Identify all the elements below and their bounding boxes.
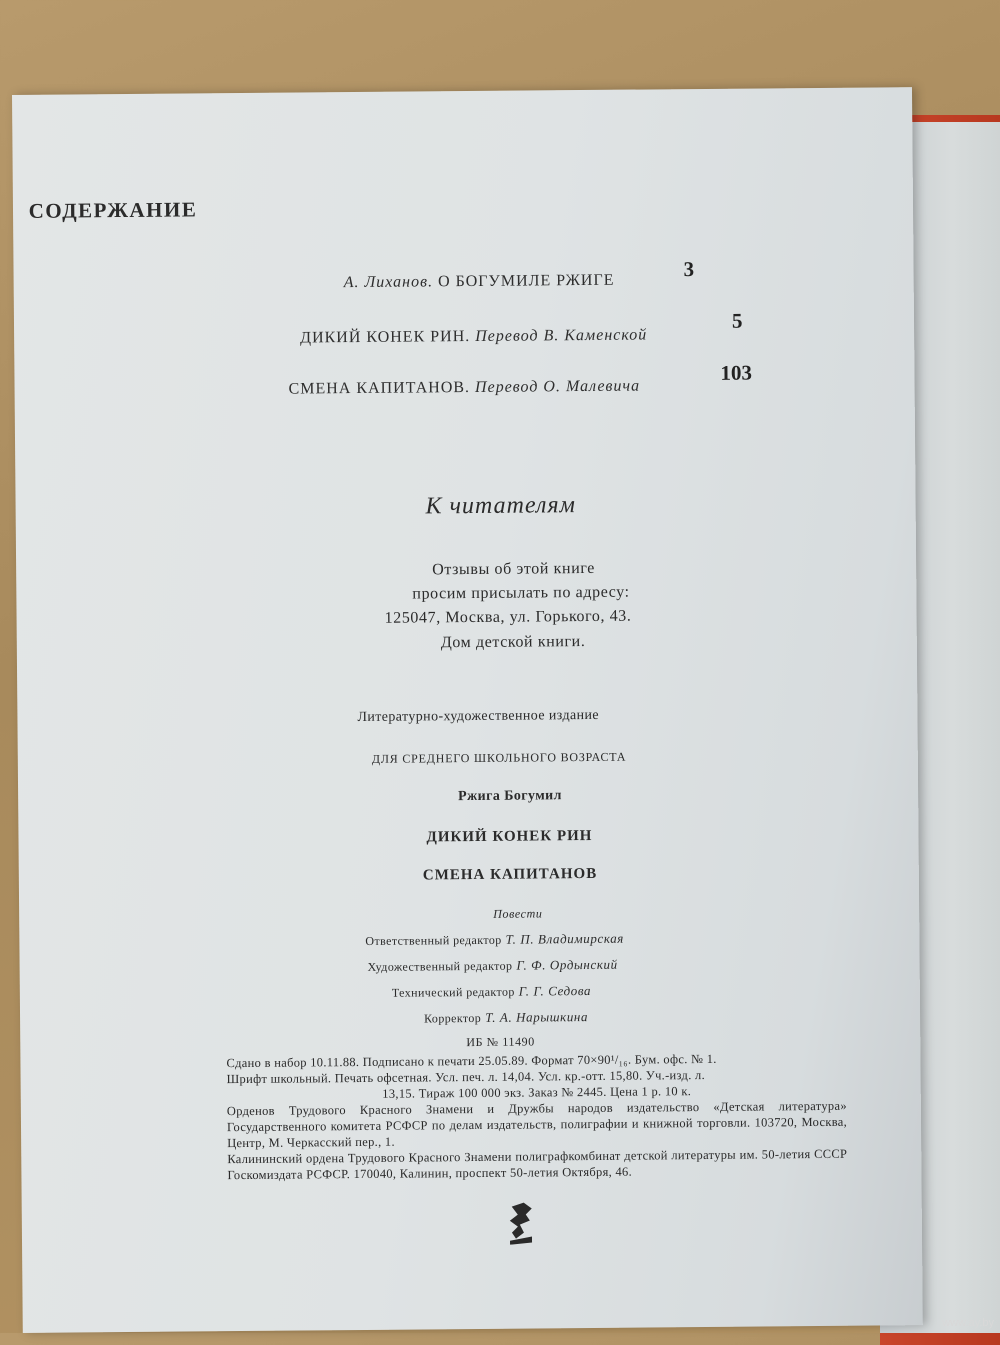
toc-entry-translator: Перевод В. Каменской bbox=[475, 326, 648, 345]
toc-title: СОДЕРЖАНИЕ bbox=[28, 197, 198, 223]
colophon-line: Шрифт школьный. Печать офсетная. Усл. печ. л. 14,04. Усл. кр.-отт. 15,80. Уч.-изд. л. bbox=[226, 1067, 706, 1087]
book-genre: Повести bbox=[493, 906, 543, 921]
readers-line: Дом детской книги. bbox=[440, 633, 586, 652]
colophon-line: Орденов Трудового Красного Знамени и Дружбы народов издательство «Детская литература» Государственного комитета РСФСР по делам издательств, полиграфии и книжной торговли. 103720, Москва, Центр, М. Черкасский пер., 1. bbox=[226, 1098, 848, 1151]
credit-line: Художественный редактор Г. Ф. Ордынский bbox=[367, 956, 618, 974]
publisher-logo-icon bbox=[506, 1198, 536, 1244]
book-title-2: СМЕНА КАПИТАНОВ bbox=[422, 865, 598, 884]
toc-entry-page: 3 bbox=[683, 257, 695, 282]
readers-title: К читателям bbox=[425, 492, 577, 520]
toc-entry-title: ДИКИЙ КОНЕК РИН. bbox=[300, 328, 471, 347]
colophon-line: 13,15. Тираж 100 000 экз. Заказ № 2445. Цена 1 р. 10 к. bbox=[382, 1084, 692, 1101]
watermark: www.ay.by bbox=[942, 1317, 994, 1329]
colophon bbox=[226, 1050, 847, 1183]
readers-line: 125047, Москва, ул. Горького, 43. bbox=[384, 607, 632, 627]
toc-entry-page: 5 bbox=[731, 308, 743, 333]
toc-entry-author: А. Лиханов. bbox=[343, 273, 434, 292]
toc-entry-translator: Перевод О. Малевича bbox=[474, 377, 641, 396]
audience: ДЛЯ СРЕДНЕГО ШКОЛЬНОГО ВОЗРАСТА bbox=[371, 749, 627, 766]
colophon-line: Калининский ордена Трудового Красного Знамени полиграфкомбинат детской литературы им. 50-летия СССР Госкомиздата РСФСР. 170040, Калинин, проспект 50-летия Октября, 46. bbox=[227, 1146, 848, 1183]
toc-entry-page: 103 bbox=[720, 360, 753, 385]
book-author: Ржига Богумил bbox=[458, 788, 562, 805]
toc-entry-title: О БОГУМИЛЕ РЖИГЕ bbox=[437, 271, 615, 291]
credit-line: Технический редактор Г. Г. Седова bbox=[391, 982, 592, 1000]
edition-type: Литературно-художественное издание bbox=[357, 707, 600, 726]
readers-line: Отзывы об этой книге bbox=[432, 559, 596, 579]
ib-number: ИБ № 11490 bbox=[466, 1034, 535, 1050]
book-page bbox=[12, 87, 923, 1333]
book-title-1: ДИКИЙ КОНЕК РИН bbox=[426, 827, 593, 846]
credit-line: Корректор Т. А. Нарышкина bbox=[424, 1009, 589, 1026]
toc-entry-title: СМЕНА КАПИТАНОВ. bbox=[288, 379, 471, 398]
credit-line: Ответственный редактор Т. П. Владимирская bbox=[365, 930, 624, 948]
readers-line: просим присылать по адресу: bbox=[412, 583, 630, 603]
colophon-line: Сдано в набор 10.11.88. Подписано к печати 25.05.89. Формат 70×90¹/₁₆. Бум. офс. № 1. bbox=[226, 1051, 717, 1071]
